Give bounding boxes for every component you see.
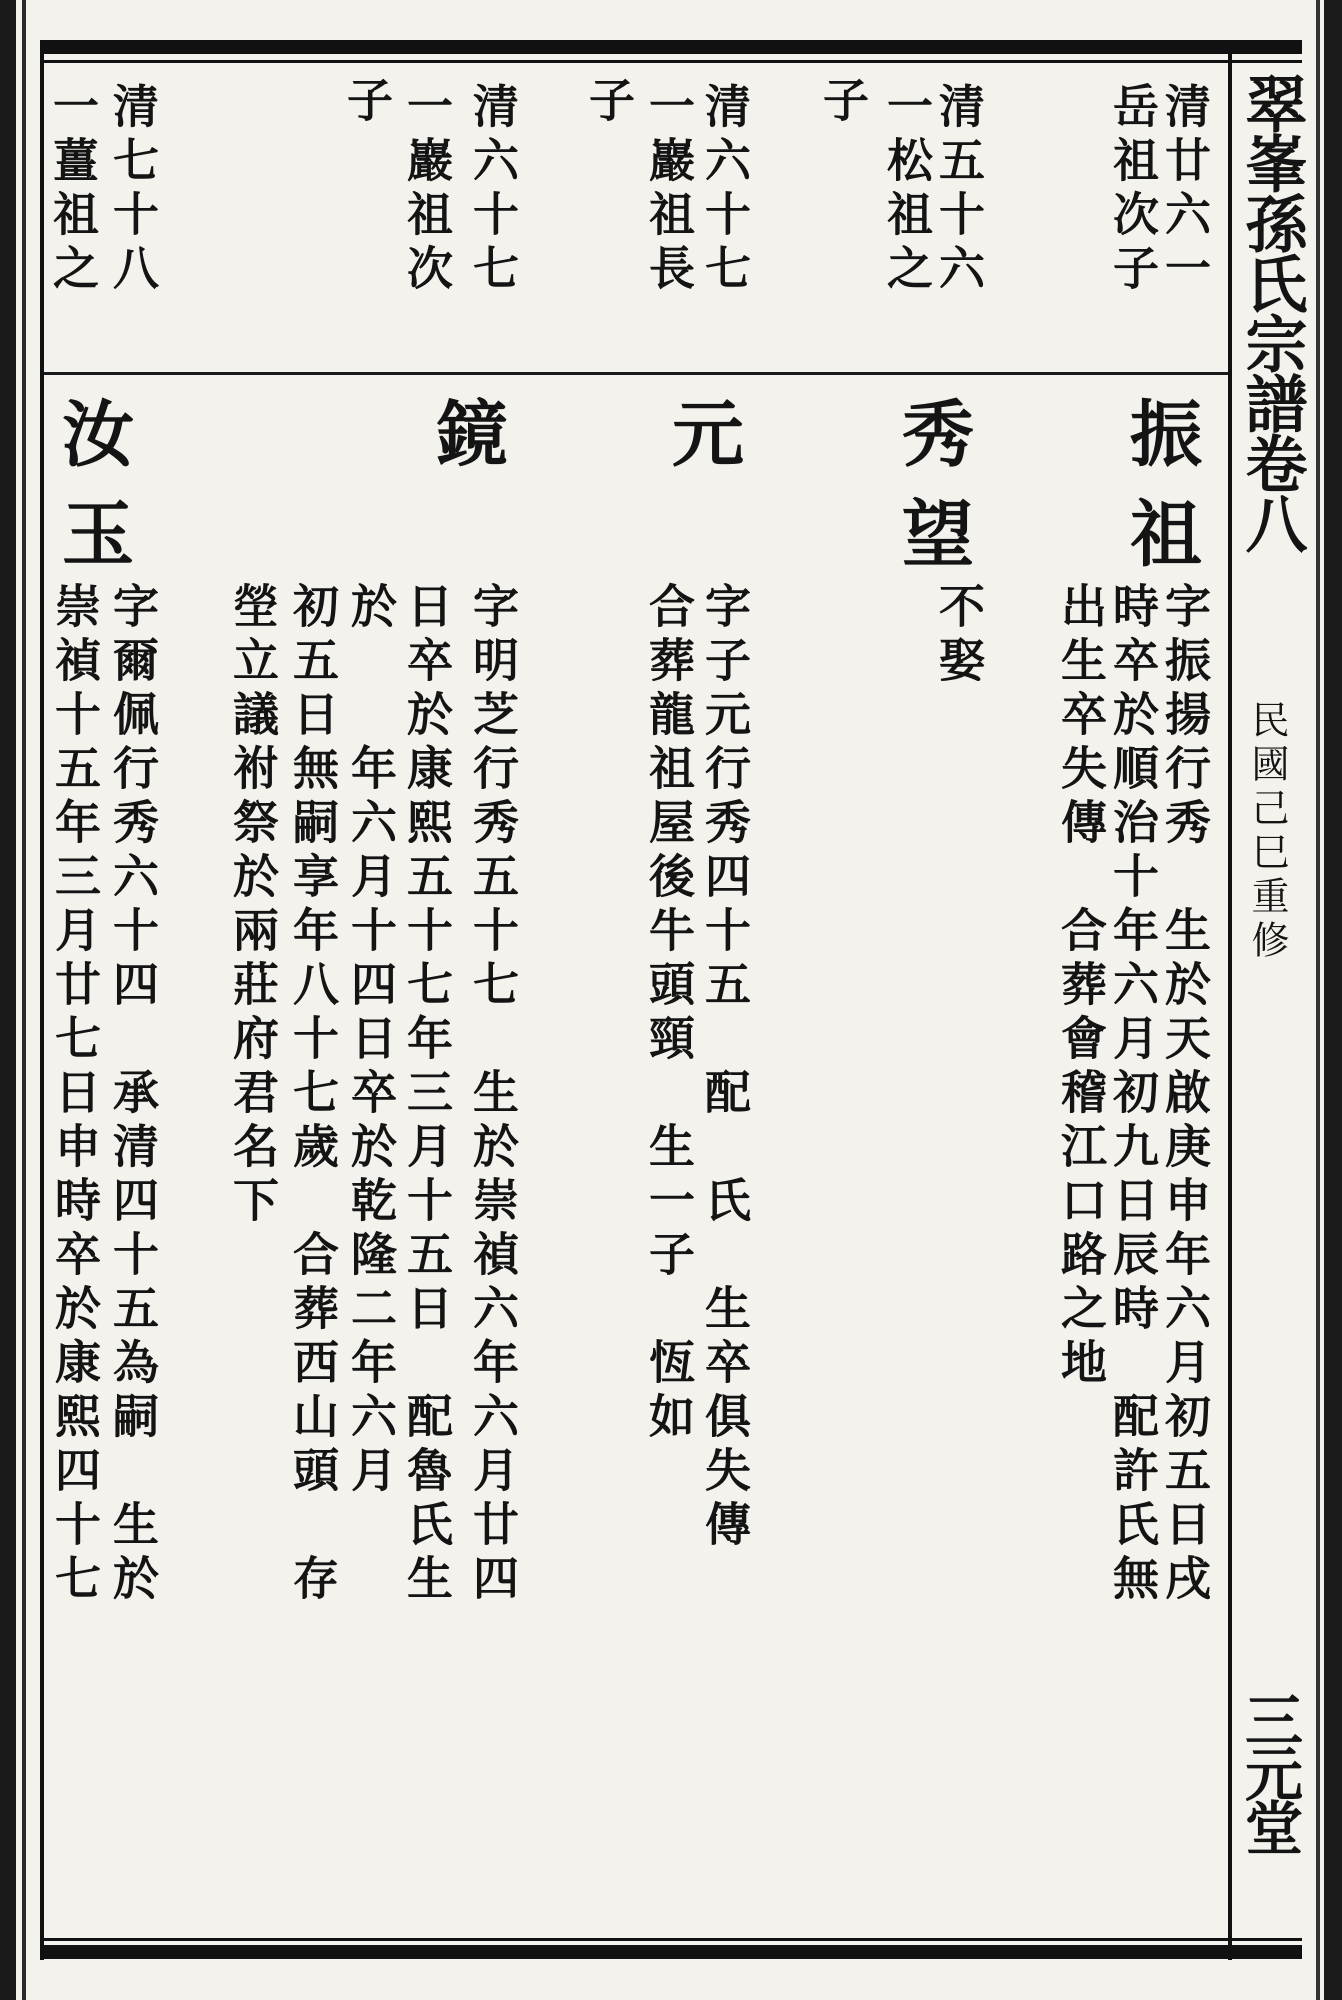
binding-line-right	[1316, 0, 1320, 2000]
frame-top-inner-border	[40, 60, 1302, 63]
entry-body-line: 日卒於康熙五十七年三月十五日 配魯氏生	[400, 582, 454, 1608]
entry-body-line: 字爾佩行秀六十四 承清四十五為嗣 生於	[106, 582, 160, 1608]
entry-upper-line: 子	[582, 76, 636, 130]
binding-edge-right	[1324, 0, 1342, 2000]
entry-upper-line: 清廿六一	[1158, 82, 1212, 298]
book-title	[1235, 72, 1308, 552]
person-name: 元	[660, 396, 745, 496]
frame-bottom-border	[40, 1945, 1302, 1959]
binding-line-left	[22, 0, 26, 2000]
person-name: 振祖	[1118, 396, 1203, 596]
frame-top-border	[40, 40, 1302, 54]
entry-body-line: 於 年六月十四日卒於乾隆二年六月	[344, 582, 398, 1500]
binding-edge-left	[0, 0, 16, 2000]
hall-name: 三元堂	[1235, 1690, 1303, 1852]
entry-upper-line: 一松祖之	[880, 82, 934, 298]
entry-upper-line: 一巖祖次	[400, 82, 454, 298]
volume-label: 卷八	[1235, 432, 1308, 552]
entry-upper-line: 清五十六	[932, 82, 986, 298]
entry-body-line: 合葬龍祖屋後牛頭頸 生一子 恆如	[642, 582, 696, 1446]
entry-body-line: 崇禎十五年三月廿七日申時卒於康熙四十七	[48, 582, 102, 1608]
entry-upper-line: 一巖祖長	[642, 82, 696, 298]
person-name: 鏡	[424, 396, 509, 496]
register-divider	[44, 372, 1228, 375]
frame-right-border	[1228, 40, 1232, 1960]
entry-body-line: 初五日無嗣享年八十七歲 合葬西山頭 存	[286, 582, 340, 1608]
person-name: 汝玉	[50, 396, 135, 596]
entry-body-line: 字子元行秀四十五 配 氏 生卒俱失傳	[698, 582, 752, 1554]
entry-upper-line: 清七十八	[106, 82, 160, 298]
entry-upper-line: 清六十七	[698, 82, 752, 298]
entry-upper-line: 子	[816, 76, 870, 130]
entry-upper-line: 子	[340, 76, 394, 130]
entry-upper-line: 一薑祖之	[46, 82, 100, 298]
entry-body-line: 塋立議祔祭於兩莊府君名下	[226, 582, 280, 1230]
entry-upper-line: 岳祖次子	[1106, 82, 1160, 298]
edition-note: 民國己巳重修	[1245, 700, 1289, 964]
book-title-text: 翠峯孫氏宗譜	[1235, 72, 1308, 432]
entry-body-line: 出生卒失傳 合葬會稽江口路之地	[1054, 582, 1108, 1392]
entry-body-line: 不娶	[932, 582, 986, 690]
entry-body-line: 字明芝行秀五十七 生於崇禎六年六月廿四	[466, 582, 520, 1608]
entry-body-line: 字振揚行秀 生於天啟庚申年六月初五日戌	[1158, 582, 1212, 1608]
entry-upper-line: 清六十七	[466, 82, 520, 298]
frame-left-border	[40, 40, 44, 1960]
frame-bottom-inner-border	[40, 1938, 1302, 1941]
person-name: 秀望	[890, 396, 975, 596]
entry-body-line: 時卒於順治十年六月初九日辰時 配許氏無	[1106, 582, 1160, 1608]
